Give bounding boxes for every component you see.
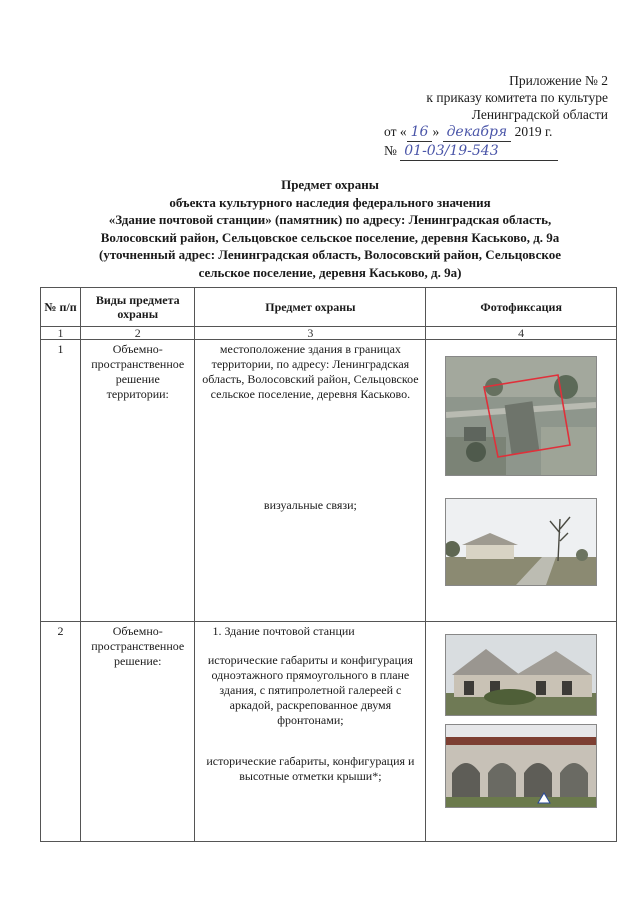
appendix-line-3: Ленинградской области	[471, 107, 608, 122]
table-row	[41, 622, 617, 842]
row-kind: Объемно-пространственное решение территории:	[81, 340, 195, 622]
appendix-block	[368, 72, 608, 161]
order-date	[368, 123, 608, 142]
title-line-6: сельское поселение, деревня Каськово, д. 9а)	[198, 264, 462, 280]
row-kind: Объемно-пространственное решение:	[81, 622, 195, 842]
title-line-3: «Здание почтовой станции» (памятник) по адресу: Ленинградская область,	[108, 212, 552, 227]
satellite-photo	[445, 356, 597, 476]
date-day: 16	[407, 124, 433, 142]
header-kind: Виды предмета охраны	[81, 288, 195, 327]
date-mid: »	[432, 124, 440, 139]
date-year: 2019 г.	[514, 124, 553, 139]
subject-roof-text: исторические габариты, конфигурация и высотные отметки крыши*;	[206, 754, 415, 783]
arcade-photo	[445, 724, 597, 808]
row-num: 1	[41, 340, 81, 622]
table-index-row	[41, 327, 617, 340]
row-photos	[426, 622, 617, 842]
subject-location-text: местоположение здания в границах территории, по адресу: Ленинградская область, Волосовский район, Сельцовское сельское поселение, деревня Каськово.	[202, 342, 419, 401]
date-prefix: от «	[384, 124, 407, 139]
table-header-row	[41, 288, 617, 327]
subject-dimensions-text: исторические габариты и конфигурация одноэтажного прямоугольного в плане здания, с пятипролетной галереей с аркадой, раскрепованное двумя фронтонами;	[207, 653, 413, 727]
document-title	[40, 176, 620, 281]
landscape-photo	[445, 498, 597, 586]
appendix-line-2: к приказу комитета по культуре	[426, 90, 608, 105]
title-line-1: Предмет охраны	[281, 177, 379, 192]
protection-subject-table	[40, 287, 617, 842]
index-cell: 3	[195, 327, 426, 340]
order-number	[368, 142, 608, 161]
date-month: декабря	[443, 124, 512, 142]
header-photo: Фотофиксация	[426, 288, 617, 327]
building-photo	[445, 634, 597, 716]
row-photos	[426, 340, 617, 622]
row-subject	[195, 622, 426, 842]
number-value: 01-03/19-543	[400, 143, 558, 161]
index-cell: 4	[426, 327, 617, 340]
index-cell: 2	[81, 327, 195, 340]
title-line-4: Волосовский район, Сельцовское сельское поселение, деревня Каськово, д. 9а	[100, 229, 560, 245]
appendix-line-1: Приложение № 2	[509, 73, 608, 88]
row-num: 2	[41, 622, 81, 842]
header-subject: Предмет охраны	[195, 288, 426, 327]
number-prefix: №	[384, 143, 397, 158]
title-line-5: (уточненный адрес: Ленинградская область, Волосовский район, Сельцовское	[99, 247, 561, 262]
table-row	[41, 340, 617, 622]
title-line-2: объекта культурного наследия федерального значения	[169, 194, 491, 210]
subject-visual-links-text: визуальные связи;	[263, 498, 357, 512]
row-subject	[195, 340, 426, 622]
item-title: 1. Здание почтовой станции	[212, 624, 355, 638]
header-num: № п/п	[41, 288, 81, 327]
index-cell: 1	[41, 327, 81, 340]
